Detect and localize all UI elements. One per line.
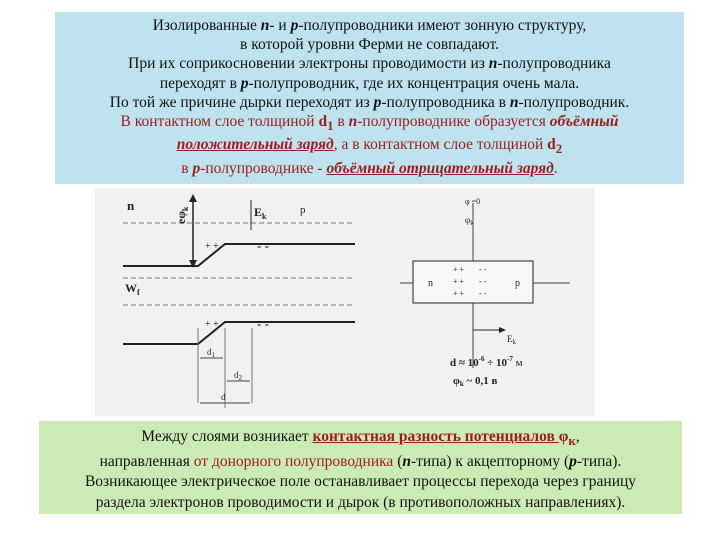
label-ek-right: $E_k$ <box>507 334 516 346</box>
top-line-5: По той же причине дырки переходят из p-полупроводника в n-полупроводник. <box>109 93 630 111</box>
label-phi-k: $\varphi_k$ <box>465 215 474 227</box>
label-n-region: n <box>127 198 135 213</box>
formula-potential: φk ~ 0,1 в <box>453 375 498 388</box>
box-label-n: n <box>428 278 433 289</box>
upper-band-line <box>123 244 355 266</box>
bottom-line-3: Возникающее электрическое поле останавливает процессы перехода через границу <box>84 473 637 491</box>
box-plus-row-1: + + <box>453 265 465 274</box>
box-minus-row-1: - - <box>479 265 487 274</box>
top-text-box <box>55 12 684 184</box>
top-line-4: переходят в p-полупроводник, где их концентрация очень мала. <box>159 74 580 92</box>
bottom-line-2: направленная от донорного полупроводника (n-типа) к акцепторному (p-типа). <box>99 452 622 470</box>
lower-band-line <box>123 322 355 344</box>
box-minus-row-2: - - <box>479 277 487 286</box>
formula-thickness: $d \approx 10^{-6} \div 10^{-7}$ м <box>450 355 523 369</box>
bottom-line-4: раздела электронов проводимости и дырок (в противоположных направлениях). <box>95 493 626 511</box>
box-label-p: p <box>515 278 520 289</box>
label-d2: $d_2$ <box>234 370 242 382</box>
plus-charges-bottom: + + <box>205 319 219 330</box>
top-line-8: в p-полупроводнике - объёмный отрицательный заряд. <box>181 159 558 177</box>
box-minus-row-3: - - <box>479 289 487 298</box>
ek-arrow-right-head <box>499 327 506 333</box>
top-line-2: в которой уровни Ферми не совпадают. <box>240 36 499 54</box>
top-line-3: При их соприкосновении электроны проводимости из n-полупроводника <box>128 55 611 73</box>
box-plus-row-3: + + <box>453 289 465 298</box>
label-ek-left: $E_k$ <box>254 205 267 221</box>
minus-charges-bottom: - - <box>257 316 269 331</box>
minus-charges-top: - - <box>257 238 269 253</box>
e-phi-arrow-head-up <box>189 194 197 202</box>
label-e-phi: $e\varphi_k$ <box>174 206 190 224</box>
top-line-6: В контактном слое толщиной $d_1$ в n-полупроводнике образуется объёмный <box>120 113 619 134</box>
label-phi-zero: φ =0 <box>465 197 481 206</box>
label-d1: $d_1$ <box>207 347 215 359</box>
bottom-text-box <box>39 421 682 514</box>
band-diagram-svg <box>95 188 595 416</box>
label-p-region: p <box>300 204 306 216</box>
plus-charges-top: + + <box>205 241 219 252</box>
label-fermi-level: $W_f$ <box>125 281 140 297</box>
bottom-line-1: Между слоями возникает контактная разность потенциалов $\varphi_к$, <box>141 428 580 449</box>
top-line-7: положительный заряд, а в контактном слое толщиной $d_2$ <box>176 136 563 157</box>
band-diagram-figure <box>95 188 595 416</box>
top-line-1: Изолированные n- и p-полупроводники имеют зонную структуру, <box>152 17 587 34</box>
box-plus-row-2: + + <box>453 277 465 286</box>
label-d: d <box>221 392 226 402</box>
